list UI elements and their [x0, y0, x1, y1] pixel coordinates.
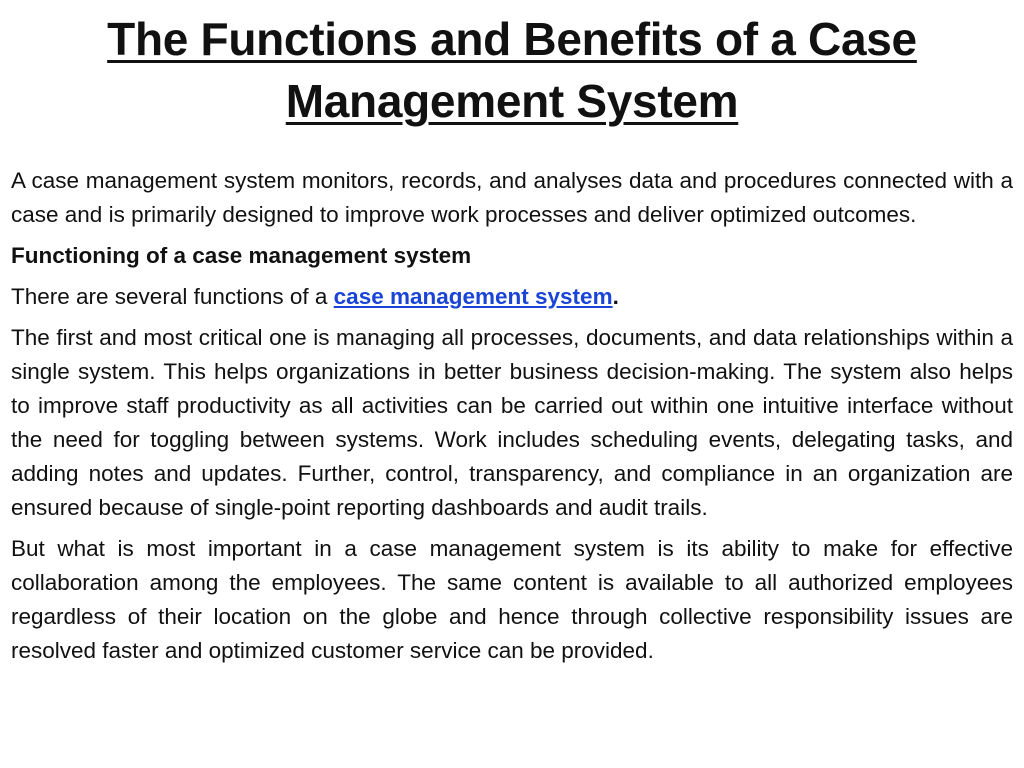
- intro-paragraph: A case management system monitors, records, and analyses data and procedures connected with a case and is primarily designed to improve work processes and deliver optimized outcomes.: [11, 168, 1013, 227]
- functions-paragraph: [11, 280, 1013, 314]
- case-management-system-link[interactable]: case management system: [333, 284, 613, 309]
- section-heading: Functioning of a case management system: [11, 243, 472, 268]
- functions-suffix: .: [612, 284, 619, 309]
- body-text: [11, 164, 1013, 675]
- collaboration-paragraph: But what is most important in a case management system is its ability to make for effective collaboration among the employees. The same content is available to all authorized employees regardless of their location on the globe and hence through collective responsibility issues are resolved faster and optimized customer service can be provided.: [11, 536, 1013, 663]
- functions-prefix: There are several functions of a: [11, 284, 334, 309]
- page-title: The Functions and Benefits of a Case Management System: [107, 13, 917, 127]
- first-function-paragraph: The first and most critical one is managing all processes, documents, and data relationships within a single system. This helps organizations in better business decision-making. The system also helps to improve staff productivity as all activities can be carried out within one intuitive interface without the need for toggling between systems. Work includes scheduling events, delegating tasks, and adding notes and updates. Further, control, transparency, and compliance in an organization are ensured because of single-point reporting dashboards and audit trails.: [11, 325, 1013, 520]
